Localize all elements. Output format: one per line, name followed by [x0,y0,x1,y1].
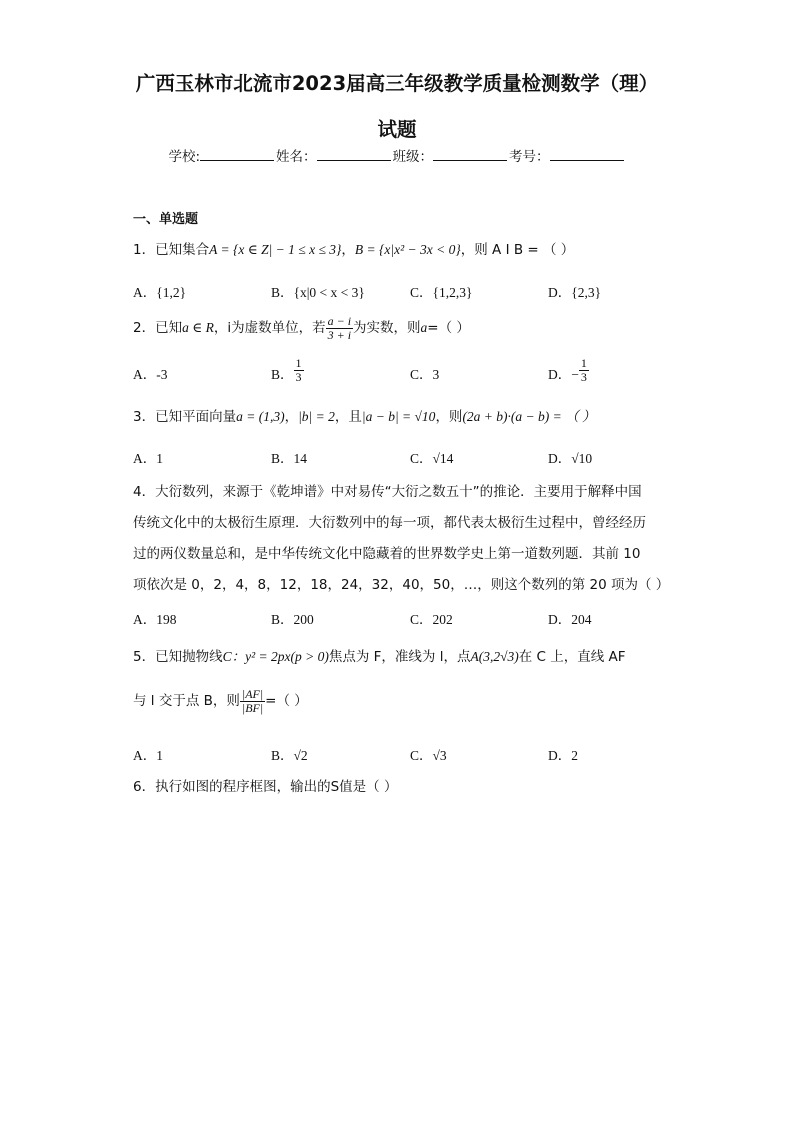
q1-tail: ，则 A I B = （ ） [460,242,575,258]
q4-option-c[interactable]: C．202 [410,612,453,627]
q5-option-b[interactable]: B．√2 [271,748,308,763]
q2-mid: ，i为虚数单位，若 [213,320,326,337]
q4-option-a[interactable]: A．198 [133,612,177,627]
q3-mid: ，且 [334,409,362,425]
question-4 [133,477,673,601]
question-2 [133,315,470,341]
q2-fraction-den: 3 + i [327,327,352,342]
q2-option-d-frac [579,357,589,383]
name-blank [317,148,391,161]
q3-condition: |a − b| = √10 [361,409,436,424]
question-1 [133,238,574,258]
q5-line1-mid: 焦点为 F，准线为 l，点 [328,649,471,665]
q2-option-d-num: 1 [580,356,587,370]
q1-option-d[interactable]: D．{2,3} [548,285,602,300]
exam-title: 广西玉林市北流市2023届高三年级教学质量检测数学（理） [135,72,659,95]
id-label: 考号： [509,149,550,165]
q5-line1-prefix: 5．已知抛物线 [133,649,223,665]
q2-fraction [326,315,353,341]
q5-point: A(3,2√3) [470,649,519,664]
q3-tail: ，则 [435,409,463,425]
q2-option-b-den: 3 [295,369,302,384]
q1-prefix: 1．已知集合 [133,242,210,258]
q4-option-d[interactable]: D．204 [548,612,592,627]
q3-option-d[interactable]: D．√10 [548,451,593,466]
q1-option-b[interactable]: B．{x|0 < x < 3} [271,285,365,300]
q5-option-d[interactable]: D．2 [548,748,578,763]
q4-line-3: 过的两仪数量总和，是中华传统文化中隐藏着的世界数学史上第一道数列题．其前 10 [133,546,641,562]
q5-line1-tail: 在 C 上，直线 AF [518,649,626,665]
q5-curve: C：y² = 2px(p > 0) [222,649,329,664]
q4-option-b[interactable]: B．200 [271,612,314,627]
q1-option-a[interactable]: A．{1,2} [133,285,187,300]
q3-expression: (2a + b)·(a − b) = （ ） [462,409,596,424]
school-label: 学校: [168,149,201,165]
question-3: 3．已知平面向量a = (1,3)，|b| = 2，且|a − b| = √10，则(2a + b)·(a − b) = （ ） [133,409,596,425]
class-label: 班级： [392,149,434,165]
question-5 [133,645,626,665]
q3-option-c[interactable]: C．√14 [410,451,454,466]
question-5-line-2 [133,688,308,714]
q2-option-c[interactable]: C．3 [410,367,440,382]
q2-option-b-num: 1 [295,356,302,370]
q5-line2-tail: =（ ） [265,693,308,710]
q4-line-1: 4．大衍数列，来源于《乾坤谱》中对易传“大衍之数五十”的推论．主要用于解释中国 [133,484,642,500]
q2-option-b-label: B． [271,367,294,383]
q3-a-def: a = (1,3) [236,409,285,424]
q3-prefix: 3．已知平面向量 [133,409,237,425]
q5-fraction-num: |AF| [241,687,264,701]
q5-line2-prefix: 与 l 交于点 B，则 [133,693,240,710]
q4-line-2: 传统文化中的太极衍生原理．大衍数列中的每一项，都代表太极衍生过程中，曾经经历 [133,515,646,531]
q2-option-d-label: D．− [548,367,579,383]
q2-option-a[interactable]: A．-3 [133,367,168,382]
q3-option-a[interactable]: A．1 [133,451,163,466]
q2-option-b[interactable] [271,357,304,383]
q2-option-d-den: 3 [580,369,587,384]
q2-condition: a ∈ R [182,320,214,336]
q5-fraction-den: |BF| [241,700,264,715]
student-info-row [0,145,794,165]
q5-option-a[interactable]: A．1 [133,748,163,763]
q3-b-def: |b| = 2 [298,409,335,424]
q2-fraction-num: a − i [327,314,352,328]
q2-var: a [420,320,428,336]
q1-set-a: A = {x ∈ Z| − 1 ≤ x ≤ 3} [209,242,342,257]
question-6: 6．执行如图的程序框图，输出的S值是（ ） [133,779,398,795]
q2-prefix: 2．已知 [133,320,183,337]
section-heading: 一、单选题 [133,212,199,227]
q1-set-b: B = {x|x² − 3x < 0} [354,242,461,257]
q2-option-d[interactable] [548,357,589,383]
q5-option-c[interactable]: C．√3 [410,748,447,763]
id-blank [550,148,624,161]
school-blank [200,148,274,161]
q2-end: =（ ） [427,320,470,337]
q5-fraction [240,688,265,714]
q4-line-4: 项依次是 0，2，4，8，12，18，24，32，40，50，…，则这个数列的第 20 项为（ ） [133,577,670,593]
q3-option-b[interactable]: B．14 [271,451,308,466]
q2-tail: 为实数，则 [353,320,421,337]
q2-option-b-frac [294,357,304,383]
q1-option-c[interactable]: C．{1,2,3} [410,285,473,300]
class-blank [433,148,507,161]
exam-title-line2: 试题 [377,118,417,141]
q1-sep: ， [341,242,355,258]
name-label: 姓名： [276,149,317,165]
